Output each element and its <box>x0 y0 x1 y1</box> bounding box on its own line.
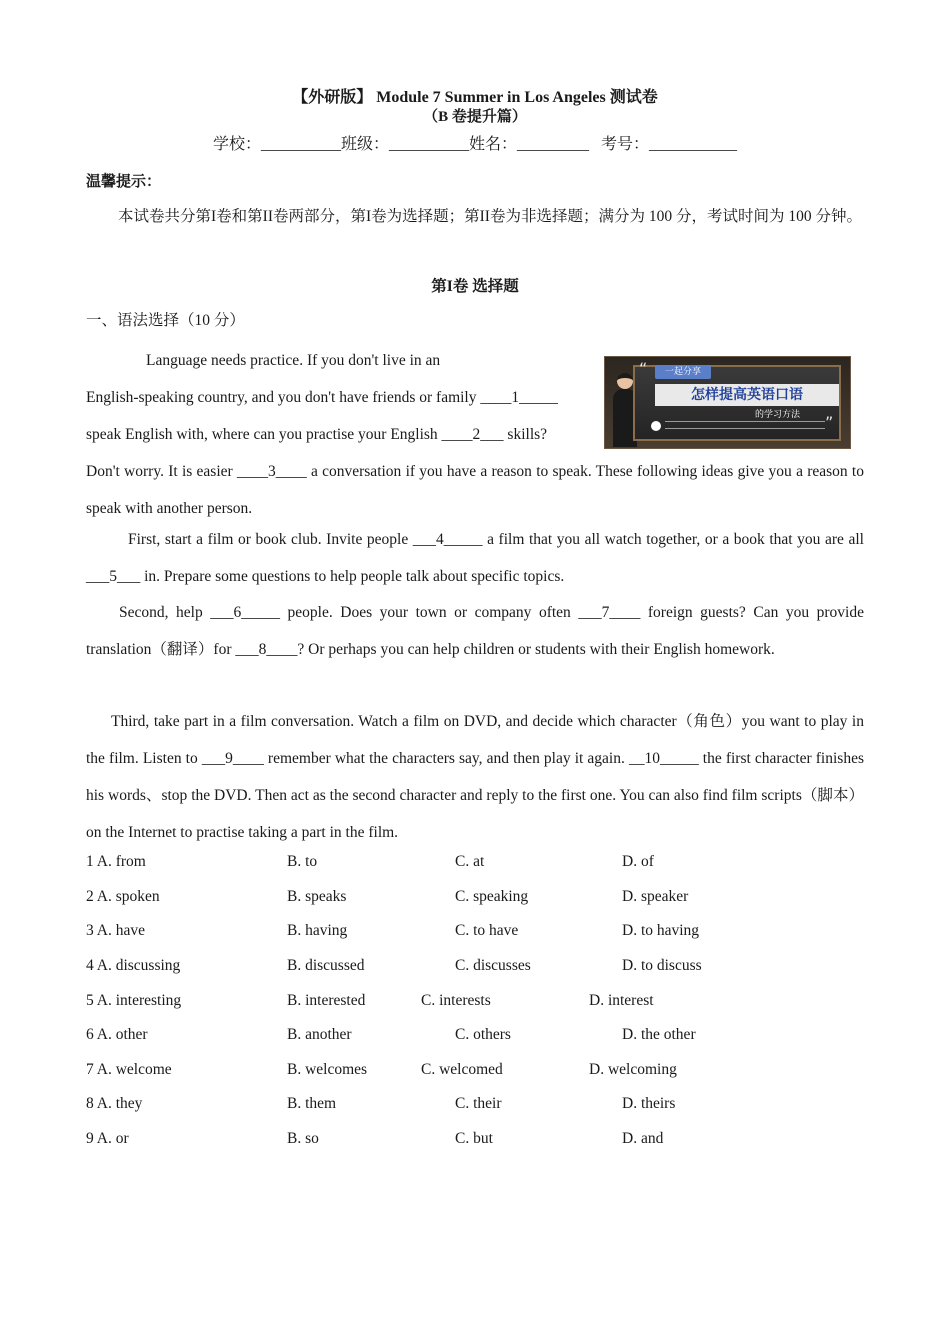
option-a: 4 A. discussing <box>86 957 181 974</box>
question-row <box>0 1128 950 1150</box>
option-c: C. discusses <box>455 957 531 974</box>
presenter-head <box>617 373 633 389</box>
option-a: 1 A. from <box>86 853 146 870</box>
play-icon <box>651 421 661 431</box>
option-a: 2 A. spoken <box>86 888 160 905</box>
question-row <box>0 990 950 1012</box>
document-subtitle: （B 卷提升篇） <box>423 109 527 125</box>
option-a: 3 A. have <box>86 922 145 939</box>
option-c: C. but <box>455 1130 493 1147</box>
section-title: 第I卷 选择题 <box>431 278 519 295</box>
option-c: C. welcomed <box>421 1061 503 1078</box>
option-b: B. them <box>287 1095 337 1112</box>
passage-text: Don't worry. It is easier ____3____ a conversation if you have a reason to speak. These following ideas give you a reason to speak with another person. <box>86 463 864 517</box>
option-d: D. speaker <box>622 888 689 905</box>
option-b: B. so <box>287 1130 319 1147</box>
option-b: B. discussed <box>287 957 365 974</box>
question-row <box>0 1093 950 1115</box>
hint-text: 本试卷共分第I卷和第II卷两部分，第I卷为选择题；第II卷为非选择题；满分为 100 分，考试时间为 100 分钟。 <box>118 208 862 225</box>
option-a: 6 A. other <box>86 1026 148 1043</box>
option-c: C. their <box>455 1095 502 1112</box>
banner-headline: 怎样提高英语口语 <box>655 384 839 406</box>
option-b: B. interested <box>287 992 366 1009</box>
question-row <box>0 851 950 873</box>
option-d: D. welcoming <box>589 1061 677 1078</box>
option-b: B. speaks <box>287 888 347 905</box>
document-title: 【外研版】 Module 7 Summer in Los Angeles 测试卷 <box>292 89 658 106</box>
grammar-heading: 一、语法选择（10 分） <box>86 312 245 329</box>
option-d: D. theirs <box>622 1095 676 1112</box>
option-c: C. speaking <box>455 888 529 905</box>
option-c: C. at <box>455 853 485 870</box>
option-d: D. interest <box>589 992 654 1009</box>
question-row <box>0 1024 950 1046</box>
option-a: 5 A. interesting <box>86 992 182 1009</box>
option-c: C. to have <box>455 922 519 939</box>
banner-subline: 的学习方法 <box>755 410 801 420</box>
quote-close-icon: ” <box>825 413 834 432</box>
option-d: D. of <box>622 853 654 870</box>
passage-line: speak English with, where can you practise your English ____2___ skills? <box>86 426 548 443</box>
question-row <box>0 886 950 908</box>
option-d: D. to having <box>622 922 700 939</box>
banner-tag: 一起分享 <box>655 365 711 379</box>
hint-label: 温馨提示： <box>86 174 162 190</box>
option-d: D. and <box>622 1130 664 1147</box>
passage-paragraph-2: First, start a film or book club. Invite people ___4_____ a film that you all watch together, or a book that you are all ___5___ in. Prepare some questions to help people talk about specific topics. <box>86 531 864 585</box>
passage-paragraph-4: Third, take part in a film conversation. Watch a film on DVD, and decide which character（角色）you want to play in the film. Listen to ___9____ remember what the characters say, and then play it again. __10_____ the first character finishes his words、stop the DVD. Then act as the second character and reply to the first one. You can also find film scripts（脚本）on the Internet to practise taking a part in the film. <box>86 713 864 841</box>
option-a: 8 A. they <box>86 1095 143 1112</box>
quote-open-icon: “ <box>639 359 648 378</box>
option-c: C. interests <box>421 992 491 1009</box>
speaking-tips-banner <box>604 356 851 449</box>
option-c: C. others <box>455 1026 511 1043</box>
banner-fine-print <box>665 421 825 429</box>
option-b: B. another <box>287 1026 352 1043</box>
student-info-line: 学校：__________班级：__________姓名：_________ 考号：___________ <box>212 136 737 153</box>
question-row <box>0 920 950 942</box>
option-a: 9 A. or <box>86 1130 129 1147</box>
passage-line: English-speaking country, and you don't have friends or family ____1_____ <box>86 389 558 406</box>
question-row <box>0 955 950 977</box>
option-d: D. to discuss <box>622 957 702 974</box>
option-a: 7 A. welcome <box>86 1061 172 1078</box>
passage-line: Language needs practice. If you don't live in an <box>146 352 441 369</box>
option-d: D. the other <box>622 1026 696 1043</box>
option-b: B. having <box>287 922 348 939</box>
passage-paragraph-3: Second, help ___6_____ people. Does your town or company often ___7____ foreign guests? Can you provide translation（翻译）for ___8____? Or perhaps you can help children or students with their English homework. <box>86 604 864 658</box>
question-row <box>0 1059 950 1081</box>
option-b: B. to <box>287 853 318 870</box>
option-b: B. welcomes <box>287 1061 368 1078</box>
